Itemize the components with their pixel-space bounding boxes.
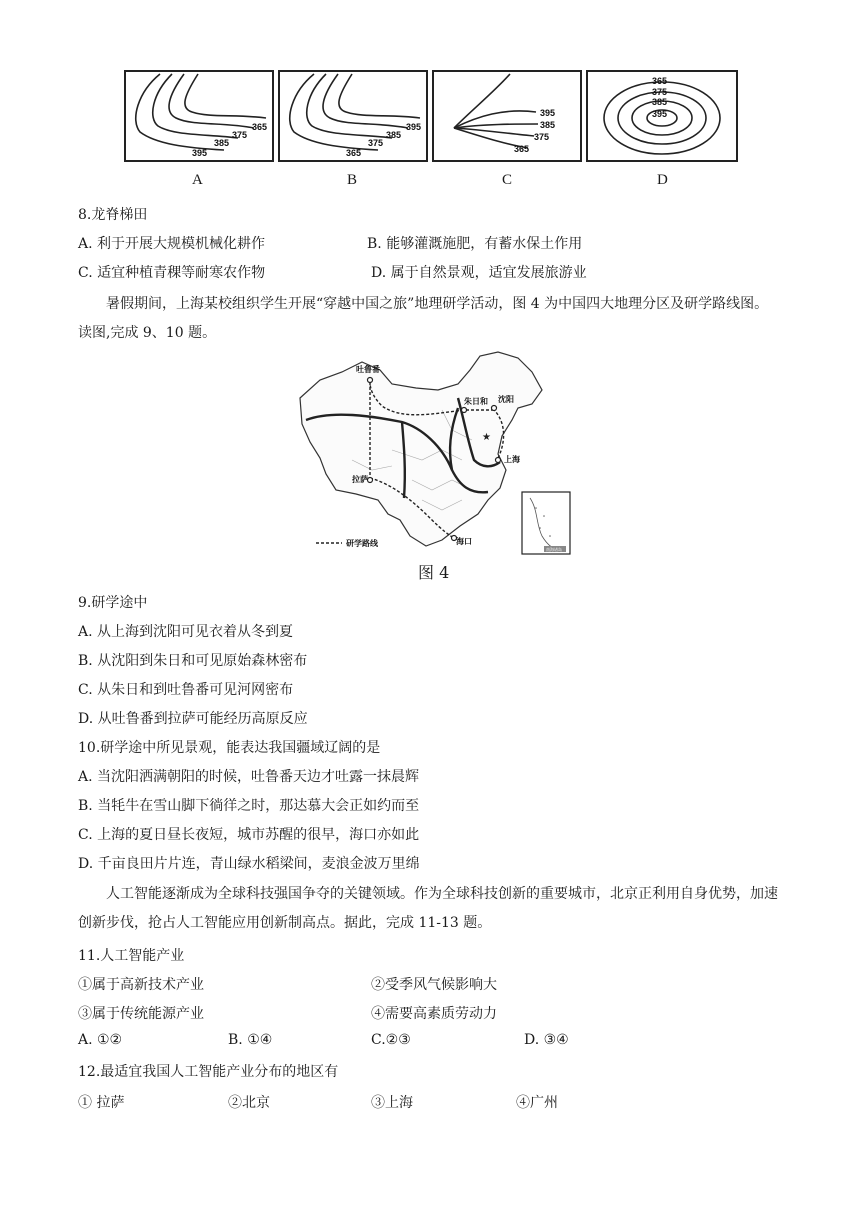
q11-option-a: A. ①②: [78, 1032, 123, 1048]
q12-item-2: ②北京: [228, 1095, 270, 1111]
contour-label: 395: [406, 122, 422, 132]
contour-label: 375: [652, 87, 668, 97]
china-route-map: [292, 350, 574, 558]
contour-label: 365: [346, 148, 362, 158]
contour-diagram-c: [432, 70, 582, 162]
q11-item-2: ②受季风气候影响大: [371, 977, 497, 993]
caption-c: C: [502, 172, 513, 188]
figure-caption: 图 4: [418, 563, 450, 582]
contour-label: 365: [252, 122, 268, 132]
q9-option-a: A. 从上海到沈阳可见衣着从冬到夏: [78, 624, 294, 640]
q9-option-c: C. 从朱日和到吐鲁番可见河网密布: [78, 682, 294, 698]
map-legend-label: 研学路线: [346, 539, 378, 548]
contour-label: 375: [232, 130, 248, 140]
q11-option-d: D. ③④: [524, 1032, 569, 1048]
q11-option-b: B. ①④: [228, 1032, 273, 1048]
contour-label: 385: [214, 138, 230, 148]
q8-option-d: D. 属于自然景观，适宜发展旅游业: [371, 265, 587, 281]
contour-label: 395: [192, 148, 208, 158]
inset-label: 南海诸岛: [546, 547, 562, 552]
map-label-erenhot: 朱日和: [464, 397, 488, 406]
caption-d: D: [657, 172, 668, 188]
q10-option-a: A. 当沈阳洒满朝阳的时候，吐鲁番天边才吐露一抹晨辉: [78, 769, 420, 785]
contour-label: 365: [652, 76, 668, 86]
contour-label: 385: [540, 120, 556, 130]
q10-option-d: D. 千亩良田片片连，青山绿水稻梁间，麦浪金波万里绵: [78, 856, 420, 872]
q10-option-c: C. 上海的夏日昼长夜短，城市苏醒的很早，海口亦如此: [78, 827, 420, 843]
contour-diagram-d: [586, 70, 738, 162]
intro-paragraph-2: 人工智能逐渐成为全球科技强国争夺的关键领域。作为全球科技创新的重要城市，北京正利用自身优势，加速创新步伐，抢占人工智能应用创新制高点。据此，完成 11-13 题。: [78, 886, 778, 931]
contour-label: 375: [534, 132, 550, 142]
q11-item-3: ③属于传统能源产业: [78, 1006, 204, 1022]
q10-option-b: B. 当牦牛在雪山脚下徜徉之时，那达慕大会正如约而至: [78, 798, 420, 814]
contour-label: 375: [368, 138, 384, 148]
contour-label: 385: [652, 97, 668, 107]
contour-label: 385: [386, 130, 402, 140]
q9-option-b: B. 从沈阳到朱日和可见原始森林密布: [78, 653, 308, 669]
q11-stem: 11.人工智能产业: [78, 948, 185, 964]
q10-stem: 10.研学途中所见景观，能表达我国疆域辽阔的是: [78, 740, 381, 756]
map-label-lhasa: 拉萨: [352, 475, 368, 484]
map-label-shanghai: 上海: [504, 455, 520, 464]
map-label-turpan: 吐鲁番: [356, 365, 380, 374]
svg-text:★: ★: [482, 432, 491, 443]
q11-item-1: ①属于高新技术产业: [78, 977, 204, 993]
q12-item-3: ③上海: [371, 1095, 413, 1111]
q9-stem: 9.研学途中: [78, 595, 148, 611]
q8-option-a: A. 利于开展大规模机械化耕作: [78, 236, 266, 252]
map-label-shenyang: 沈阳: [498, 395, 514, 404]
contour-diagram-b: [278, 70, 428, 162]
q11-option-c: C.②③: [371, 1032, 411, 1048]
caption-b: B: [347, 172, 358, 188]
intro-paragraph-1: 暑假期间，上海某校组织学生开展“穿越中国之旅”地理研学活动，图 4 为中国四大地理分区及研学路线图。读图,完成 9、10 题。: [78, 296, 769, 341]
q8-option-b: B. 能够灌溉施肥，有蓄水保土作用: [367, 236, 583, 252]
contour-label: 395: [540, 108, 556, 118]
q12-stem: 12.最适宜我国人工智能产业分布的地区有: [78, 1064, 339, 1080]
q12-item-1: ① 拉萨: [78, 1095, 125, 1111]
q11-item-4: ④需要高素质劳动力: [371, 1006, 497, 1022]
contour-label: 395: [652, 109, 668, 119]
q9-option-d: D. 从吐鲁番到拉萨可能经历高原反应: [78, 711, 308, 727]
contour-label: 365: [514, 144, 530, 154]
q12-item-4: ④广州: [516, 1095, 558, 1111]
q8-stem: 8.龙脊梯田: [78, 207, 148, 223]
caption-a: A: [192, 172, 203, 188]
map-label-haikou: 海口: [456, 537, 472, 546]
contour-diagram-a: [124, 70, 274, 162]
q8-option-c: C. 适宜种植青稞等耐寒农作物: [78, 265, 266, 281]
